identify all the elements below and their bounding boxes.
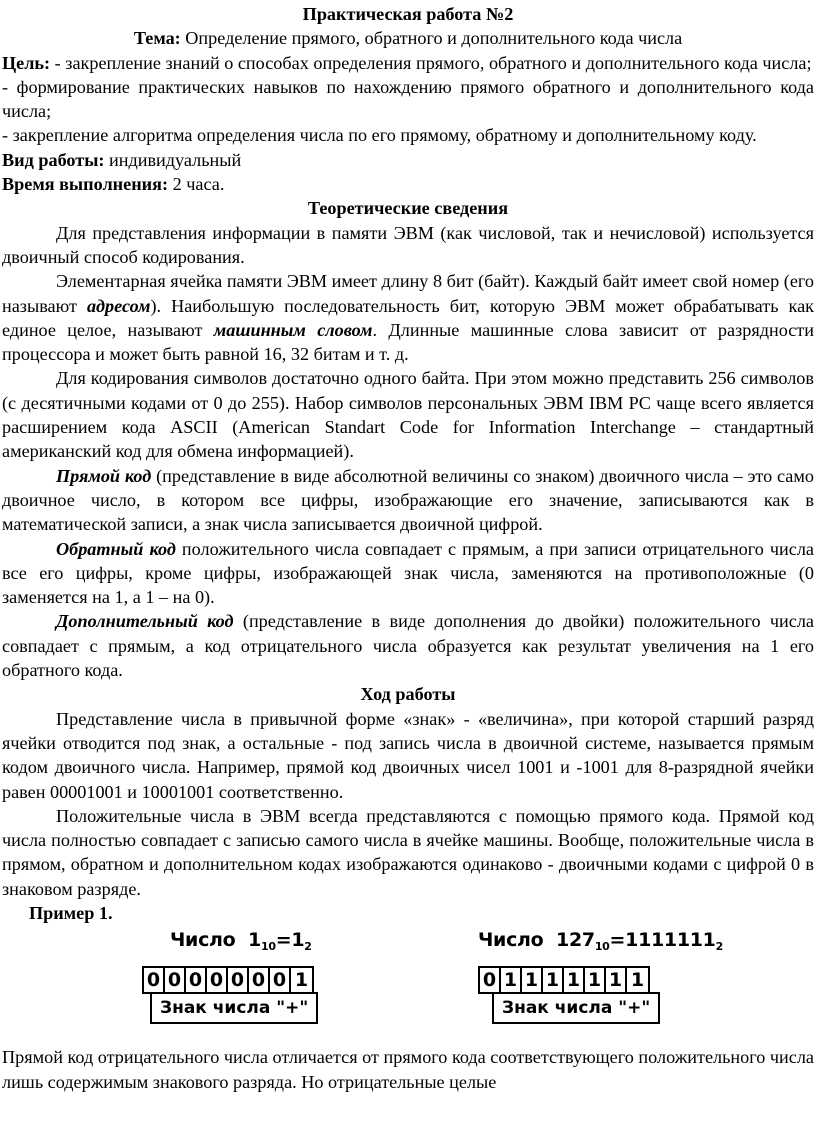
bit-cell: 1 — [522, 968, 543, 992]
example-1-figure — [142, 927, 318, 1024]
bit-cells — [142, 966, 314, 994]
goal-label: Цель: — [2, 52, 51, 73]
goal-item-1: Цель: - закрепление знаний о способах определения прямого, обратного и дополнительного кода числа; — [2, 52, 812, 73]
progress-heading: Ход работы — [360, 684, 456, 705]
duration: Время выполнения: 2 часа. — [2, 174, 225, 195]
progress-paragraph: Представление числа в привычной форме «знак» - «величина», при которой старший разряд ячейки отводится под знак, а остальные - под запись числа в двоичной системе, называется прямым кодом двоичного числа. Например, прямой код двоичных чисел 1001 и -1001 для 8-разрядной ячейки равен 00001001 и 10001001 соответственно. — [2, 708, 814, 802]
bit-cell: 1 — [564, 968, 585, 992]
bit-cell: 0 — [186, 968, 207, 992]
bit-cell: 0 — [144, 968, 165, 992]
example-1-title: Число $1_{10}=1_2$ — [170, 929, 312, 954]
example-label: Пример 1. — [29, 902, 113, 923]
work-type: Вид работы: индивидуальный — [2, 149, 242, 170]
definition-direct-code: Прямой код (представление в виде абсолютной величины со знаком) двоичного числа – это само двоичное число, в котором все цифры, изображающие его значение, записываются как в математической записи, а знак числа записывается двоичной цифрой. — [2, 465, 814, 535]
bit-cells — [478, 966, 650, 994]
theory-paragraph: Элементарная ячейка памяти ЭВМ имеет длину 8 бит (байт). Каждый байт имеет свой номер (его называют адресом). Наибольшую последовательность бит, которую ЭВМ может обрабатывать как единое целое, называют машинным словом. Длинные машинные слова зависит от разрядности процессора и может быть равной 16, 32 битам и т. д. — [2, 271, 814, 365]
theory-paragraph: Для представления информации в памяти ЭВМ (как числовой, так и нечисловой) используется двоичный способ кодирования. — [2, 222, 814, 267]
page-title: Практическая работа №2 — [302, 4, 514, 24]
bit-cell: 1 — [606, 968, 627, 992]
closing-paragraph: Прямой код отрицательного числа отличается от прямого кода соответствующего положительного числа лишь содержимым знакового разряда. Но отрицательные целые — [2, 1047, 814, 1092]
bit-cell: 0 — [228, 968, 249, 992]
bit-cell: 0 — [249, 968, 270, 992]
bit-cell: 1 — [501, 968, 522, 992]
example-figures — [2, 927, 814, 1045]
definition-inverse-code: Обратный код положительного числа совпадает с прямым, а при записи отрицательного числа все его цифры, кроме цифры, изображающей знак числа, заменяются на противоположные (0 заменяется на 1, а 1 – на 0). — [2, 538, 814, 608]
theory-heading: Теоретические сведения — [307, 198, 509, 219]
bit-cell: 0 — [207, 968, 228, 992]
topic-line — [2, 26, 814, 50]
bit-cell: 0 — [480, 968, 501, 992]
goal-item-2: - формирование практических навыков по нахождению прямого обратного и дополнительного кода числа; — [2, 76, 814, 122]
bit-cell: 1 — [543, 968, 564, 992]
progress-paragraph: Положительные числа в ЭВМ всегда представляются с помощью прямого кода. Прямой код числа полностью совпадает с записью самого числа в ячейке машины. Вообще, положительные числа в прямом, обратном и дополнительном кодах изображаются одинаково - двоичными кодами с цифрой 0 в знаковом разряде. — [2, 805, 814, 899]
definition-complement-code: Дополнительный код (представление в виде дополнения до двойки) положительного числа совпадает с прямым, а код отрицательного числа образуется как результат увеличения на 1 его обратного кода. — [2, 611, 814, 681]
topic-label: Тема: — [133, 28, 181, 49]
sign-label-box: Знак числа "+" — [492, 992, 660, 1024]
term-machine-word: машинным словом — [213, 319, 373, 340]
example-2-title: Число $127_{10}=1111111_2$ — [478, 929, 723, 954]
goal-item-3: - закрепление алгоритма определения числа по его прямому, обратному и дополнительному коду. — [2, 125, 757, 146]
bit-cell: 0 — [165, 968, 186, 992]
term-address: адресом — [86, 295, 151, 316]
bit-cell: 0 — [270, 968, 291, 992]
theory-paragraph: Для кодирования символов достаточно одного байта. При этом можно представить 256 символов (с десятичными кодами от 0 до 255). Набор символов персональных ЭВМ IBM PC чаще всего является расширением кода ASCII (American Standart Code for Information Interchange – стандартный американский код для обмена информацией). — [2, 368, 814, 462]
bit-cell: 1 — [585, 968, 606, 992]
bit-cell: 1 — [294, 969, 309, 992]
example-2-figure — [478, 927, 723, 1024]
bit-cell: 1 — [630, 969, 645, 992]
topic-text: Определение прямого, обратного и дополнительного кода числа — [180, 28, 683, 49]
sign-label-box: Знак числа "+" — [150, 992, 318, 1024]
